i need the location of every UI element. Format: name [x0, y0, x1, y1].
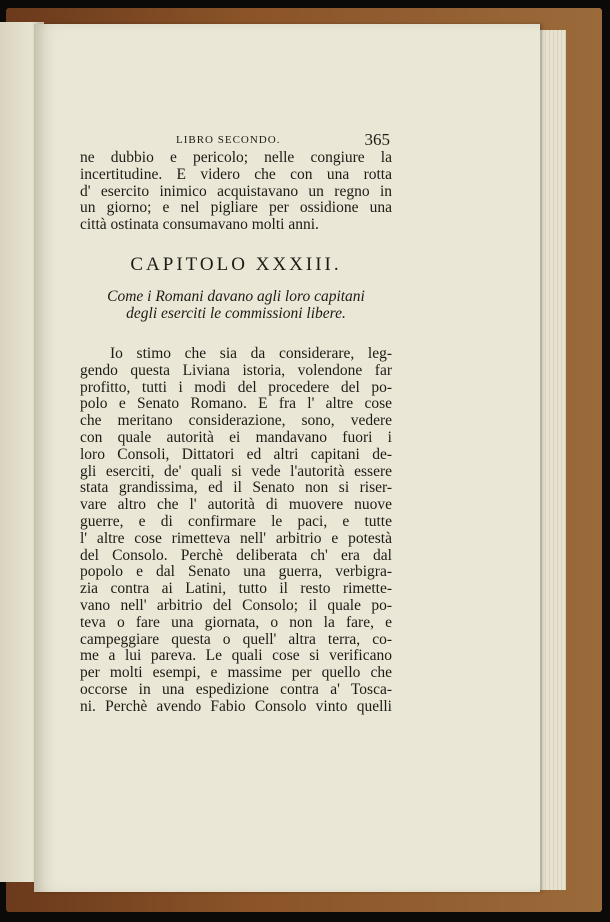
text-line: campeggiare questa o quell' altra terra, co- — [80, 630, 392, 648]
text-line: loro Consoli, Dittatori ed altri capitani de- — [80, 445, 392, 463]
text-line: gli eserciti, de' quali si vede l'autorità essere — [80, 462, 392, 480]
text-line: polo e Senato Romano. E fra l' altre cose — [80, 395, 392, 413]
text-line: zia contra ai Latini, tutto il resto rimette- — [80, 580, 392, 598]
text-line: del Consolo. Perchè deliberata ch' era dal — [80, 546, 392, 564]
text-line: occorse in una espedizione contra a' Tosca- — [80, 680, 392, 698]
chapter-paragraph — [80, 346, 392, 716]
text-line: me a lui pareva. Le quali cose si verificano — [80, 647, 392, 665]
text-line: incertitudine. E videro che con una rotta — [80, 165, 392, 183]
text-line: ne dubbio e pericolo; nelle congiure la — [80, 149, 392, 166]
text-line: profitto, tutti i modi del procedere del po- — [80, 378, 392, 396]
text-line: guerre, e di confirmare le paci, e tutte — [80, 512, 392, 530]
running-head — [80, 130, 392, 150]
running-title: LIBRO SECONDO. — [176, 134, 281, 146]
opening-paragraph — [80, 150, 392, 234]
text-line: ni. Perchè avendo Fabio Consolo vinto quelli — [80, 697, 392, 715]
text-line: città ostinata consumavano molti anni. — [80, 216, 319, 234]
text-line: con quale autorità ei mandavano fuori i — [80, 428, 392, 446]
subtitle-line: degli eserciti le commissioni libere. — [126, 304, 346, 322]
text-block — [80, 130, 392, 716]
text-line: d' esercito inimico acquistavano un regno in — [80, 182, 392, 200]
text-line: vano nell' arbitrio del Consolo; il quale po- — [80, 596, 392, 614]
text-line: teva o fare una giornata, o non la fare, e — [80, 613, 392, 631]
text-line: per molti esempi, e massime per quello che — [80, 664, 392, 682]
chapter-subtitle — [80, 288, 392, 322]
page-number: 365 — [364, 130, 390, 149]
text-line: popolo e dal Senato una guerra, verbigra- — [80, 563, 392, 581]
text-line: stata grandissima, ed il Senato non si riser- — [80, 479, 392, 497]
subtitle-line: Come i Romani davano agli loro capitani — [107, 287, 365, 305]
text-line: Io stimo che sia da considerare, leg- — [110, 344, 392, 362]
text-line: che meritano considerazione, sono, vedere — [80, 412, 392, 430]
chapter-title: CAPITOLO XXXIII. — [130, 253, 342, 275]
text-line: vare altro che l' autorità di muovere nuove — [80, 496, 392, 514]
text-line: gendo questa Liviana istoria, volendone far — [80, 361, 392, 379]
text-line: un giorno; e nel pigliare per ossidione una — [80, 199, 392, 217]
text-line: l' altre cose rimetteva nell' arbitrio e potestà — [80, 529, 392, 547]
